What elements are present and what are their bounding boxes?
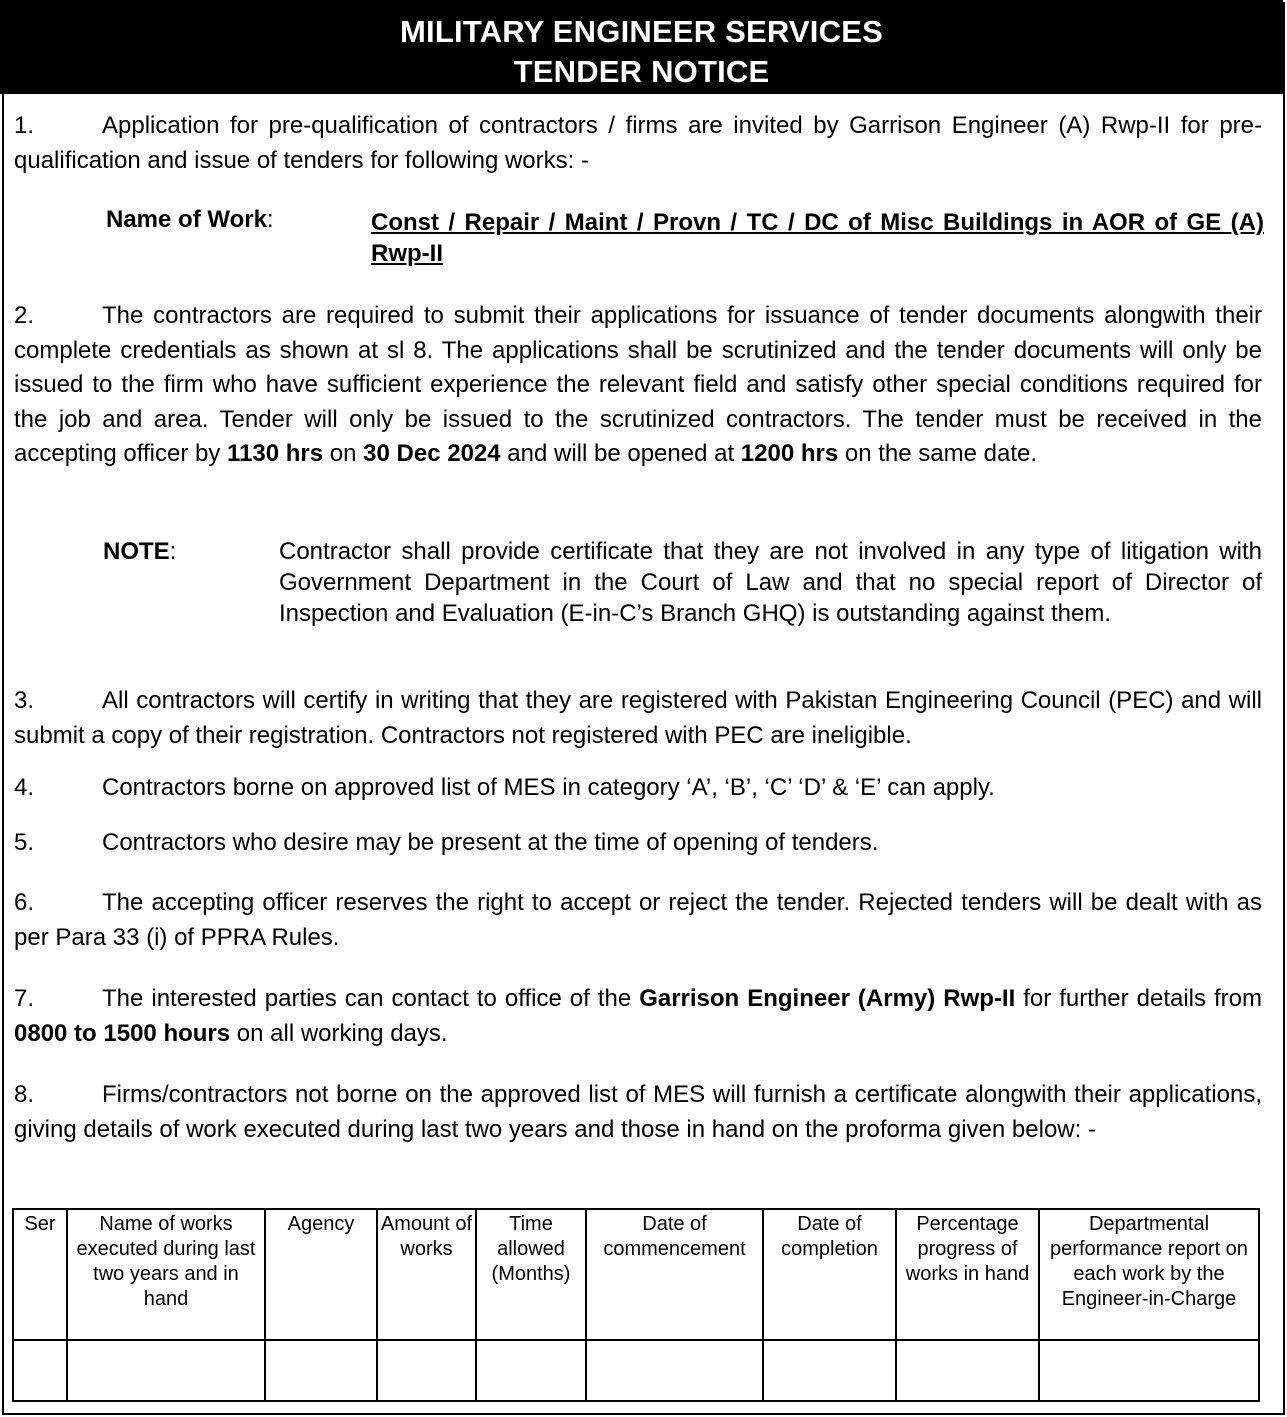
paragraph-text: Firms/contractors not borne on the approved list of MES will furnish a certificate alongwith their applications, giving details of work executed during last two years and those in hand on the proforma given below: - — [14, 1081, 1262, 1143]
office-hours: 0800 to 1500 hours — [14, 1019, 231, 1047]
paragraph-text: on all working days. — [236, 1019, 448, 1047]
paragraph-text: Contractors who desire may be present at the time of opening of tenders. — [102, 829, 879, 856]
proforma-table — [12, 1208, 1260, 1402]
paragraph-number: 4. — [14, 774, 35, 801]
table-header-row — [13, 1209, 1259, 1340]
label-colon: : — [169, 538, 177, 565]
paragraph-text: All contractors will certify in writing that they are registered with Pakistan Engineering Council (PEC) and will submit a copy of their registration. Contractors not registered with PEC are ineligible. — [14, 687, 1262, 749]
table-cell — [265, 1340, 377, 1401]
table-header-date-commencement: Date of commencement — [586, 1209, 763, 1340]
header-subtitle: TENDER NOTICE — [513, 54, 770, 89]
paragraph-4 — [14, 771, 1262, 806]
paragraph-1 — [14, 109, 1262, 178]
header-title: MILITARY ENGINEER SERVICES — [400, 14, 883, 49]
text-on: on — [329, 440, 357, 467]
paragraph-number: 1. — [14, 112, 35, 139]
name-of-work-label — [106, 203, 274, 237]
paragraph-text: Contractors borne on approved list of MES in category ‘A’, ‘B’, ‘C’ ‘D’ & ‘E’ can apply. — [102, 774, 995, 801]
paragraph-number: 5. — [14, 829, 35, 856]
paragraph-7 — [14, 982, 1262, 1051]
paragraph-5 — [14, 826, 1262, 861]
table-cell — [476, 1340, 586, 1401]
paragraph-number: 3. — [14, 687, 35, 714]
table-cell — [377, 1340, 476, 1401]
paragraph-text: on the same date. — [844, 440, 1038, 467]
table-header-performance-report: Departmental performance report on each work by the Engineer-in-Charge — [1039, 1209, 1259, 1340]
table-cell — [896, 1340, 1039, 1401]
note-text: Contractor shall provide certificate that they are not involved in any type of litigation with Government Department in the Court of Law and that no special report of Director of Inspection and Evaluation (E-in-C’s Branch GHQ) is outstanding against them. — [279, 538, 1262, 627]
table-header-agency: Agency — [265, 1209, 377, 1340]
receipt-date: 30 Dec 2024 — [363, 440, 501, 467]
paragraph-8 — [14, 1078, 1262, 1147]
paragraph-text: for further details from — [1023, 985, 1262, 1012]
paragraph-text: Application for pre-qualification of contractors / firms are invited by Garrison Engineer (A) Rwp-II for pre-qualification and issue of tenders for following works: - — [14, 112, 1262, 174]
office-name: Garrison Engineer (Army) Rwp-II — [639, 985, 1016, 1012]
label-text: Name of Work — [106, 206, 267, 233]
label-text: NOTE — [103, 538, 170, 565]
table-header-ser: Ser — [13, 1209, 67, 1340]
table-header-date-completion: Date of completion — [763, 1209, 896, 1340]
paragraph-3 — [14, 684, 1262, 753]
paragraph-text: The contractors are required to submit their applications for issuance of tender documents alongwith their complete credentials as shown at sl 8. The applications shall be scrutinized and the tender documents will only be issued to the firm who have sufficient experience the relevant field and satisfy other special conditions required for the job and area. Tender will only be issued to the scrutinized contractors. The tender must be received in the accepting officer by — [14, 302, 1262, 467]
paragraph-number: 2. — [14, 302, 35, 329]
table-cell — [13, 1340, 67, 1401]
table-header-percentage-progress: Percentage progress of works in hand — [896, 1209, 1039, 1340]
label-colon: : — [266, 206, 274, 233]
paragraph-number: 8. — [14, 1081, 35, 1108]
paragraph-text: The accepting officer reserves the right to accept or reject the tender. Rejected tenders will be dealt with as per Para 33 (i) of PPRA Rules. — [14, 889, 1262, 951]
table-header-name-of-works: Name of works executed during last two years and in hand — [67, 1209, 265, 1340]
paragraph-number: 7. — [14, 985, 35, 1012]
name-of-work-value: Const / Repair / Maint / Provn / TC / DC of Misc Buildings in AOR of GE (A) Rwp-II — [371, 209, 1264, 267]
table-cell — [67, 1340, 265, 1401]
table-cell — [1039, 1340, 1259, 1401]
table-header-time-allowed: Time allowed (Months) — [476, 1209, 586, 1340]
opening-time: 1200 hrs — [740, 440, 839, 467]
paragraph-2 — [14, 299, 1262, 472]
note-label — [103, 536, 176, 567]
receipt-time: 1130 hrs — [227, 440, 324, 467]
table-cell — [586, 1340, 763, 1401]
paragraph-text: The interested parties can contact to office of the — [102, 985, 632, 1012]
table-row — [13, 1340, 1259, 1401]
table-cell — [763, 1340, 896, 1401]
paragraph-6 — [14, 886, 1262, 955]
paragraph-text: and will be opened at — [507, 440, 735, 467]
table-header-amount: Amount of works — [377, 1209, 476, 1340]
paragraph-number: 6. — [14, 889, 35, 916]
